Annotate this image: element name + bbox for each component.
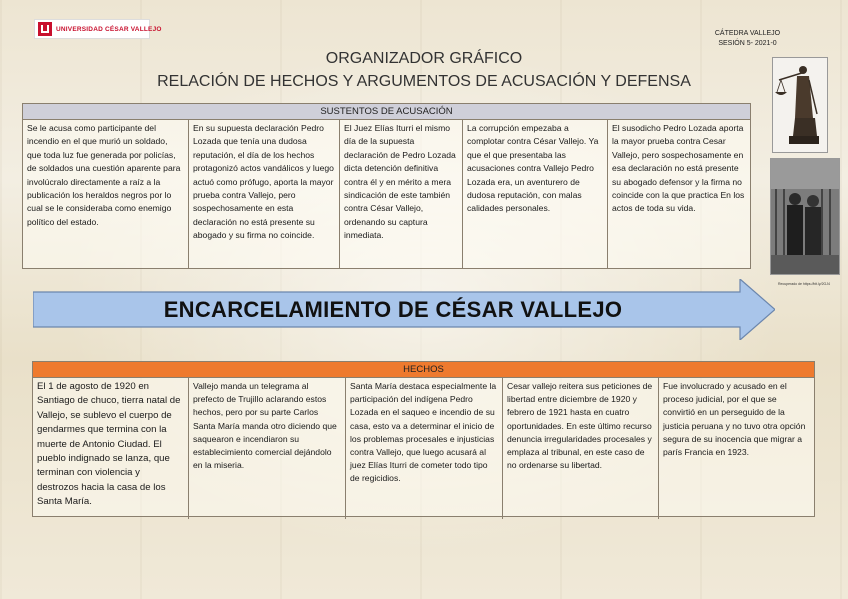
acusacion-heading: SUSTENTOS DE ACUSACIÓN [23, 104, 750, 120]
acusacion-table [22, 103, 751, 269]
acusacion-cell: El susodicho Pedro Lozada aporta la mayor prueba contra Cesar Vallejo, pero sospechosamente en esa declaración no está presente su abogado defensor y la firma no coincide con la que practica En los actos de toda su vida. [612, 123, 745, 214]
catedra-line2: SESIÓN 5- 2021-0 [718, 40, 777, 47]
vallejo-prison-photo [770, 158, 840, 275]
hechos-row [33, 378, 814, 519]
hechos-cell: Vallejo manda un telegrama al prefecto de Trujillo aclarando estos hechos, pero por su parte Carlos Santa María manda otro diciendo que saquearon e incendiaron su establecimiento comercial dejándolo en la miseria. [189, 378, 346, 519]
hechos-table [32, 361, 815, 517]
prison-photo-icon [771, 159, 839, 274]
justice-statue-image [772, 57, 828, 153]
hechos-heading: HECHOS [33, 362, 814, 378]
hechos-cell: El 1 de agosto de 1920 en Santiago de chuco, tierra natal de Vallejo, se sublevo el cuerpo de gendarmes que termina con la muerte de Antonio Ciudad. El pueblo indignado se lanza, que terminan con violencia y destrozos hacia la casa de los Santa María. [33, 378, 189, 519]
catedra-line1: CÁTEDRA VALLEJO [714, 30, 781, 37]
ucv-logo-icon [38, 22, 52, 36]
acusacion-cell: Se le acusa como participante del incendio en el que murió un soldado, que toda luz fue generada por policías, de soldados una cuestión aparente para involúcralo directamente a raíz a la publicación los heraldos negros por lo cual se le consideraba como enemigo político del estado. [23, 120, 189, 269]
image-caption: Recuperado de https://bit.ly/2GJ4 [778, 282, 830, 286]
catedra-info [700, 29, 795, 49]
banner-title: ENCARCELAMIENTO DE CÉSAR VALLEJO [163, 297, 623, 322]
acusacion-row [23, 120, 750, 269]
acusacion-cell: En su supuesta declaración Pedro Lozada que tenía una dudosa reputación, el día de los hechos protagonizó actos vandálicos y luego actuó como prófugo, aporta la mayor prueba contra Vallejo, pero sospechosamente en esta declaración no está presente su abogado y su firma no coincide. [189, 120, 340, 269]
justice-statue-icon [773, 58, 827, 152]
logo-text: UNIVERSIDAD CÉSAR VALLEJO [56, 25, 162, 33]
acusacion-cell: El Juez Elías Iturri el mismo día de la supuesta declaración de Pedro Lozada dicta detención definitiva contra él y en mérito a mera sindicación de este también contra César Vallejo, ordenando su captura inmediata. [340, 120, 463, 269]
page-title: ORGANIZADOR GRÁFICO [325, 50, 523, 67]
hechos-cell: Santa María destaca especialmente la participación del indígena Pedro Lozada en el saqueo e incendio de su casa, esto va a determinar el inicio de los problemas procesales e injusticias contra Vallejo, que luego acusará al juez Elías Iturri de cometer todo tipo de regicidios. [346, 378, 503, 519]
hechos-cell: Fue involucrado y acusado en el proceso judicial, por el que se convirtió en un perseguido de la justicia peruana y no tuvo otra opción segura de su inocencia que migrar a parís Francia en 1923. [663, 381, 806, 458]
hechos-cell: Cesar vallejo reitera sus peticiones de libertad entre diciembre de 1920 y febrero de 1921 hasta en cuatro oportunidades. En este último recurso denuncia irregularidades procesales y emplaza al tribunal, en este caso de no ordenarse su libertad. [503, 378, 659, 519]
page-subtitle: RELACIÓN DE HECHOS Y ARGUMENTOS DE ACUSACIÓN Y DEFENSA [157, 73, 691, 90]
acusacion-cell: La corrupción empezaba a complotar contra César Vallejo. Ya que el que presentaba las acusaciones contra Vallejo Pedro Lozada era, un aventurero de dudosa reputación, con malas calidades personales. [463, 120, 608, 269]
university-logo [34, 19, 162, 39]
